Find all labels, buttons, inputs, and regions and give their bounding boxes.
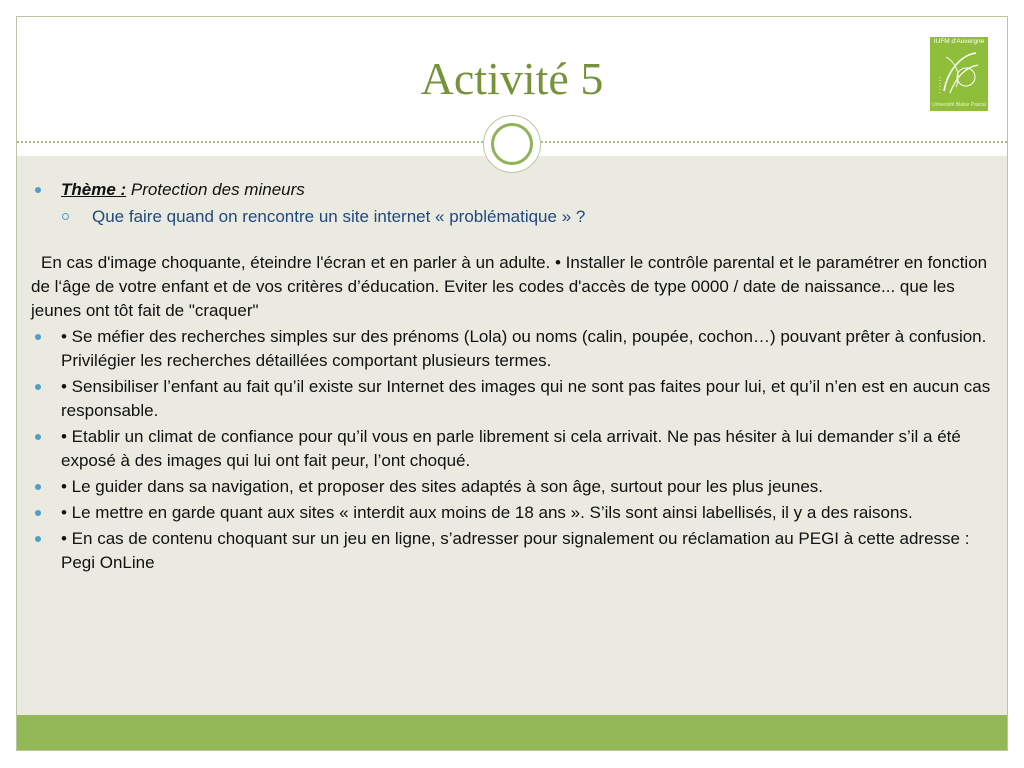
list-item (31, 527, 991, 575)
leaf-emblem-icon (936, 47, 982, 99)
list-item-text: • Etablir un climat de confiance pour qu’il vous en parle librement si cela arrivait. Ne pas hésiter à lui demander s’il a été exposé à des images qui lui ont fait peur, l’ont choqué. (61, 427, 961, 470)
hollow-circle-bullet-icon (62, 213, 69, 220)
list-item (31, 475, 991, 499)
theme-value: Protection des mineurs (126, 180, 305, 199)
list-item (31, 375, 991, 423)
bullet-dot-icon (35, 334, 41, 340)
theme-label: Thème : (61, 180, 127, 199)
bullet-dot-icon (35, 510, 41, 516)
iufm-logo (930, 37, 988, 111)
slide-title: Activité 5 (420, 53, 604, 104)
bullet-dot-icon (35, 484, 41, 490)
bullet-dot-icon (35, 384, 41, 390)
sub-bullet-question (31, 205, 991, 229)
list-item (31, 325, 991, 373)
theme-bullet (31, 178, 991, 202)
footer-bar (17, 715, 1007, 750)
list-item-text: • Sensibiliser l’enfant au fait qu’il existe sur Internet des images qui ne sont pas faites pour lui, et qu’il n’en est en aucun cas responsable. (61, 377, 991, 420)
list-item (31, 501, 991, 525)
list-item-text: • Se méfier des recherches simples sur des prénoms (Lola) ou noms (calin, poupée, cochon…) pouvant prêter à confusion. Privilégier les recherches détaillées comportant plusieurs termes. (61, 327, 987, 370)
bullet-dot-icon (35, 536, 41, 542)
bullet-dot-icon (35, 187, 41, 193)
slide (16, 16, 1008, 751)
slide-body (31, 178, 991, 577)
bullet-dot-icon (35, 434, 41, 440)
list-item (31, 425, 991, 473)
circle-ornament-icon (483, 115, 541, 173)
list-item-text: • En cas de contenu choquant sur un jeu en ligne, s’adresser pour signalement ou réclamation au PEGI à cette adresse : Pegi OnLine (61, 529, 970, 572)
list-item-text: • Le guider dans sa navigation, et proposer des sites adaptés à son âge, surtout pour les plus jeunes. (61, 477, 823, 496)
sub-item-text: Que faire quand on rencontre un site internet « problématique » ? (92, 207, 586, 226)
list-item-text: • Le mettre en garde quant aux sites « interdit aux moins de 18 ans ». S’ils sont ainsi labellisés, il y a des raisons. (61, 503, 913, 522)
logo-top-text: IUFM d'Auvergne (933, 38, 985, 45)
circle-ornament-ring (491, 123, 533, 165)
logo-bottom-text: Université Blaise Pascal (932, 102, 986, 108)
intro-paragraph: En cas d'image choquante, éteindre l'écran et en parler à un adulte. • Installer le contrôle parental et le paramétrer en fonction de l‘âge de votre enfant et de vos critères d’éducation. Eviter les codes d'accès de type 0000 / date de naissance... que les jeunes ont tôt fait de "craquer" (31, 253, 988, 320)
